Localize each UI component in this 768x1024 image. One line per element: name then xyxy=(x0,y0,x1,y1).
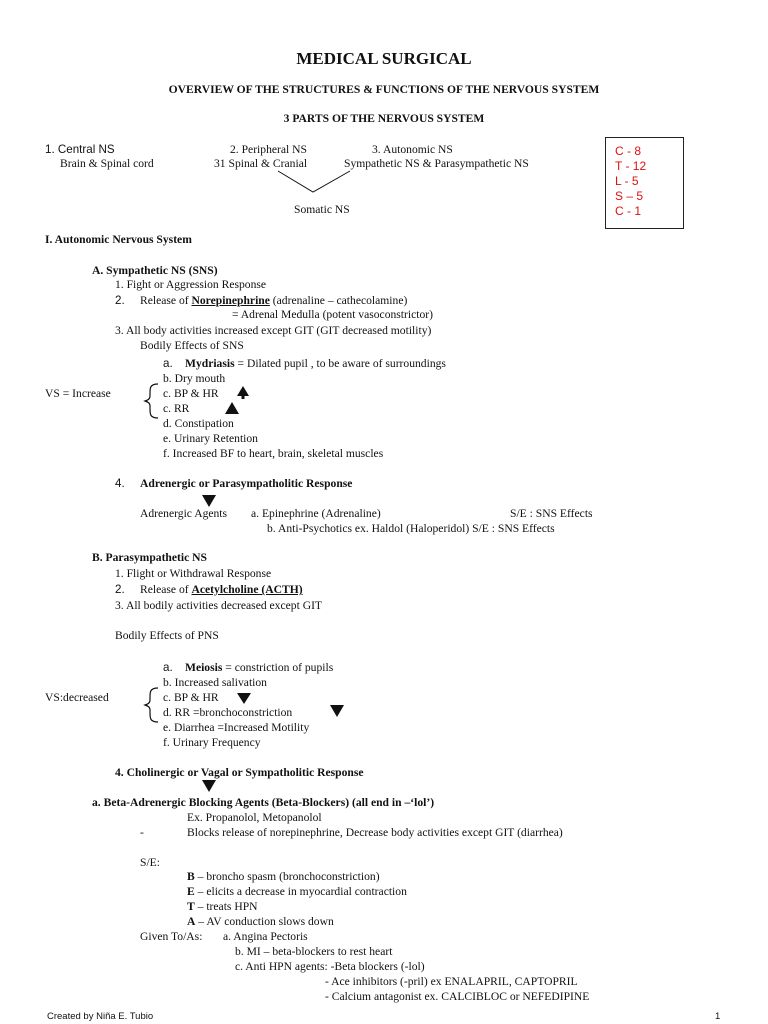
sns-effect-e: e. Urinary Retention xyxy=(163,432,258,445)
pns-effect-c: c. BP & HR xyxy=(163,691,219,704)
given-calcium-antagonist: - Calcium antagonist ex. CALCIBLOC or NEFEDIPINE xyxy=(325,990,590,1003)
pns-vs-brace xyxy=(145,688,158,722)
rr-up-arrow-icon xyxy=(225,402,239,414)
somatic-branch-lines xyxy=(278,171,350,192)
pns-effect-e: e. Diarrhea =Increased Motility xyxy=(163,721,310,734)
pns-item-2-num: 2. xyxy=(115,583,125,596)
given-angina: a. Angina Pectoris xyxy=(223,930,308,943)
part-peripheral: 2. Peripheral NS xyxy=(230,143,307,156)
bp-hr-down-arrow-icon xyxy=(237,693,251,704)
sns-item-3: 3. All body activities increased except GIT (GIT decreased motility) xyxy=(115,324,432,337)
section-autonomic: I. Autonomic Nervous System xyxy=(45,233,192,246)
page-title: MEDICAL SURGICAL xyxy=(296,49,472,68)
sns-effect-f: f. Increased BF to heart, brain, skeletal muscles xyxy=(163,447,384,460)
part-central: 1. Central NS xyxy=(45,143,115,156)
sns-effect-a-num: a. xyxy=(163,357,173,370)
pns-item-2: Release of Acetylcholine (ACTH) xyxy=(140,583,303,596)
parts-heading: 3 PARTS OF THE NERVOUS SYSTEM xyxy=(283,112,485,125)
beta-dash: - xyxy=(140,826,144,839)
spinal-thoracic: T - 12 xyxy=(615,159,647,173)
part-peripheral-sub: 31 Spinal & Cranial xyxy=(214,157,308,170)
spinal-coccygeal: C - 1 xyxy=(615,204,642,218)
pns-effect-d: d. RR =bronchoconstriction xyxy=(163,706,293,719)
sns-item-4: Adrenergic or Parasympatholitic Response xyxy=(140,477,353,490)
given-ace-inhibitors: - Ace inhibitors (-pril) ex ENALAPRIL, CAPTOPRIL xyxy=(325,975,578,988)
beta-examples: Ex. Propanolol, Metopanolol xyxy=(187,811,322,824)
agent-epinephrine-se: S/E : SNS Effects xyxy=(510,507,593,520)
sns-effect-b: b. Dry mouth xyxy=(163,372,226,385)
sns-item-2-sub: = Adrenal Medulla (potent vasoconstrictor) xyxy=(232,308,433,321)
spinal-sacral: S – 5 xyxy=(615,189,644,203)
cholinergic-down-arrow-icon xyxy=(202,780,216,792)
footer-author: Created by Niña E. Tubio xyxy=(47,1011,154,1022)
pns-heading: B. Parasympathetic NS xyxy=(92,551,207,564)
agent-antipsychotics: b. Anti-Psychotics ex. Haldol (Haloperidol) S/E : SNS Effects xyxy=(267,522,555,535)
sns-vs-label: VS = Increase xyxy=(45,387,111,400)
adrenergic-agents: Adrenergic Agents xyxy=(140,507,228,520)
pns-effect-b: b. Increased salivation xyxy=(163,676,267,689)
spinal-cervical: C - 8 xyxy=(615,144,642,158)
pns-effects-label: Bodily Effects of PNS xyxy=(115,629,219,642)
sns-effect-d: d. Constipation xyxy=(163,417,234,430)
sns-item-4-num: 4. xyxy=(115,477,125,490)
sns-heading: A. Sympathetic NS (SNS) xyxy=(92,264,218,277)
beta-se-label: S/E: xyxy=(140,856,160,869)
sns-item-1: 1. Fight or Aggression Response xyxy=(115,278,267,291)
beta-se-t: T – treats HPN xyxy=(187,900,258,913)
rr-down-arrow-icon xyxy=(330,705,344,717)
sns-item-2-num: 2. xyxy=(115,294,125,307)
pns-vs-label: VS:decreased xyxy=(45,691,109,704)
page-subtitle: OVERVIEW OF THE STRUCTURES & FUNCTIONS OF THE NERVOUS SYSTEM xyxy=(168,83,600,96)
part-central-sub: Brain & Spinal cord xyxy=(60,157,154,170)
pns-item-4: 4. Cholinergic or Vagal or Sympatholitic Response xyxy=(115,766,364,779)
part-autonomic: 3. Autonomic NS xyxy=(372,143,453,156)
sns-effect-a: Mydriasis = Dilated pupil , to be aware of surroundings xyxy=(185,357,446,370)
given-anti-hpn: c. Anti HPN agents: -Beta blockers (-lol) xyxy=(235,960,425,973)
sns-effect-c2: c. RR xyxy=(163,402,190,415)
footer-page-number: 1 xyxy=(715,1011,721,1022)
sns-effects-label: Bodily Effects of SNS xyxy=(140,339,244,352)
part-somatic: Somatic NS xyxy=(294,203,350,216)
sns-item-2: Release of Norepinephrine (adrenaline – cathecolamine) xyxy=(140,294,408,307)
part-autonomic-sub: Sympathetic NS & Parasympathetic NS xyxy=(344,157,529,170)
beta-se-b: B – broncho spasm (bronchoconstriction) xyxy=(187,870,380,883)
beta-heading: a. Beta-Adrenergic Blocking Agents (Beta-Blockers) (all end in –‘lol’) xyxy=(92,796,435,809)
spinal-lumbar: L - 5 xyxy=(615,174,639,188)
pns-effect-a: Meiosis = constriction of pupils xyxy=(185,661,334,674)
pns-effect-f: f. Urinary Frequency xyxy=(163,736,261,749)
pns-item-3: 3. All bodily activities decreased except GIT xyxy=(115,599,323,612)
beta-blocks: Blocks release of norepinephrine, Decrease body activities except GIT (diarrhea) xyxy=(187,826,563,839)
given-mi: b. MI – beta-blockers to rest heart xyxy=(235,945,393,958)
given-label: Given To/As: xyxy=(140,930,203,943)
agent-epinephrine: a. Epinephrine (Adrenaline) xyxy=(251,507,381,520)
pns-effect-a-num: a. xyxy=(163,661,173,674)
beta-se-e: E – elicits a decrease in myocardial contraction xyxy=(187,885,407,898)
beta-se-a: A – AV conduction slows down xyxy=(187,915,334,928)
pns-item-1: 1. Flight or Withdrawal Response xyxy=(115,567,272,580)
adrenergic-down-arrow-icon xyxy=(202,495,216,507)
bp-hr-up-arrow-stem-icon xyxy=(242,395,245,399)
sns-effect-c: c. BP & HR xyxy=(163,387,219,400)
bp-hr-up-arrow-icon xyxy=(237,386,249,396)
sns-vs-brace xyxy=(145,384,158,418)
